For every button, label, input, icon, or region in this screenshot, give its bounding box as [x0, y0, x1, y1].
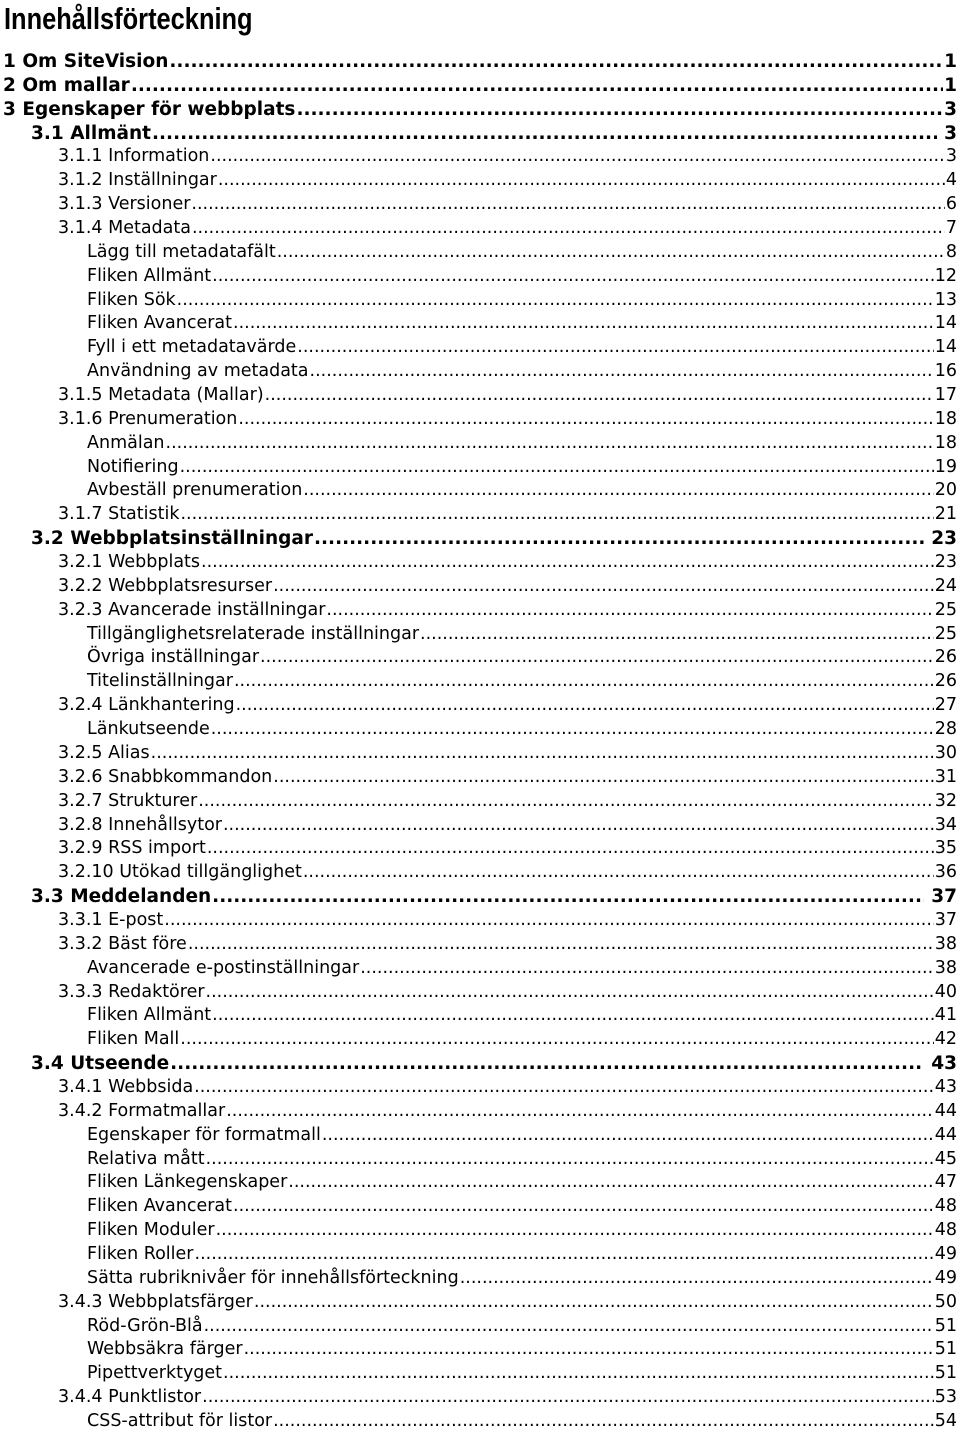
toc-entry[interactable] [0, 1100, 960, 1124]
dot-leader [273, 766, 933, 790]
toc-entry-label: Titelinställningar [87, 671, 233, 692]
toc-entry-page-number: 17 [934, 385, 957, 406]
toc-entry[interactable] [0, 527, 960, 551]
toc-entry-label: 3.1.6 Prenumeration [58, 408, 238, 429]
toc-entry[interactable] [0, 98, 960, 122]
dot-leader [169, 50, 943, 74]
toc-entry-page-number: 25 [934, 623, 957, 644]
toc-entry-page-number: 1 [944, 74, 957, 96]
toc-entry-label: 3.1.4 Metadata [58, 218, 191, 239]
toc-entry[interactable] [0, 50, 960, 74]
toc-entry-label: Webbsäkra färger [87, 1339, 243, 1360]
toc-entry-page-number: 47 [934, 1172, 957, 1193]
toc-entry-label: Fliken Avancerat [87, 1196, 233, 1217]
dot-leader [194, 1076, 934, 1100]
toc-entry[interactable] [0, 289, 960, 313]
toc-entry[interactable] [0, 336, 960, 360]
toc-entry[interactable] [0, 1076, 960, 1100]
toc-entry-page-number: 14 [934, 337, 957, 358]
dot-leader [211, 718, 934, 742]
toc-entry-page-number: 3 [944, 122, 957, 144]
toc-entry-label: Röd-Grön-Blå [87, 1315, 203, 1336]
toc-entry-label: 3.2.2 Webbplatsresurser [58, 575, 273, 596]
dot-leader [314, 527, 924, 551]
toc-entry-page-number: 40 [934, 981, 957, 1002]
dot-leader [297, 336, 933, 360]
dot-leader [233, 1195, 934, 1219]
toc-entry[interactable] [0, 1410, 960, 1434]
toc-entry-page-number: 35 [934, 838, 957, 859]
toc-entry[interactable] [0, 1171, 960, 1195]
toc-entry-label: 3.2.3 Avancerade inställningar [58, 599, 326, 620]
dot-leader [170, 1052, 924, 1076]
toc-entry[interactable] [0, 646, 960, 670]
toc-entry-label: 3.4 Utseende [31, 1053, 170, 1075]
toc-entry-page-number: 37 [931, 886, 957, 908]
toc-entry[interactable] [0, 169, 960, 193]
toc-entry[interactable] [0, 837, 960, 861]
toc-entry-label: 3.1.3 Versioner [58, 194, 191, 215]
toc-entry-page-number: 6 [945, 194, 957, 215]
dot-leader [180, 503, 933, 527]
toc-entry-label: 3.2.7 Strukturer [58, 790, 198, 811]
dot-leader [152, 122, 937, 146]
toc-entry-label: 3.3 Meddelanden [31, 886, 212, 908]
toc-entry-page-number: 26 [934, 647, 957, 668]
dot-leader [198, 790, 934, 814]
toc-entry[interactable] [0, 479, 960, 503]
toc-entry-page-number: 41 [934, 1005, 957, 1026]
toc-entry-page-number: 51 [934, 1339, 957, 1360]
toc-entry-page-number: 16 [934, 361, 957, 382]
toc-entry[interactable] [0, 360, 960, 384]
toc-entry-page-number: 43 [931, 1053, 957, 1075]
toc-entry-page-number: 37 [934, 909, 957, 930]
dot-leader [212, 265, 934, 289]
toc-entry-label: 3.2 Webbplatsinställningar [31, 528, 313, 550]
toc-entry[interactable] [0, 312, 960, 336]
dot-leader [188, 933, 934, 957]
dot-leader [273, 575, 934, 599]
toc-entry-label: Fliken Moduler [87, 1220, 215, 1241]
toc-entry-label: Avancerade e-postinställningar [87, 957, 360, 978]
toc-entry-label: 3.2.6 Snabbkommandon [58, 766, 273, 787]
toc-entry[interactable] [0, 670, 960, 694]
toc-entry[interactable] [0, 1004, 960, 1028]
toc-entry-page-number: 25 [934, 599, 957, 620]
toc-entry-label: Tillgänglighetsrelaterade inställningar [87, 623, 420, 644]
toc-entry-page-number: 23 [931, 528, 957, 550]
toc-entry[interactable] [0, 1148, 960, 1172]
toc-entry-page-number: 1 [944, 51, 957, 72]
dot-leader [180, 1028, 933, 1052]
toc-entry-page-number: 51 [934, 1315, 957, 1336]
toc-entry-page-number: 21 [934, 504, 957, 525]
toc-entry[interactable] [0, 1338, 960, 1362]
toc-entry-label: 3.2.9 RSS import [58, 838, 206, 859]
toc-entry-label: Övriga inställningar [87, 647, 260, 668]
toc-entry-page-number: 26 [934, 671, 957, 692]
toc-entry-label: CSS-attribut för listor [87, 1410, 273, 1431]
toc-entry-page-number: 44 [934, 1124, 957, 1145]
toc-entry-label: 3.4.3 Webbplatsfärger [58, 1291, 253, 1312]
toc-entry[interactable] [0, 1291, 960, 1315]
toc-entry-label: 3 Egenskaper för webbplats [3, 98, 296, 120]
toc-entry[interactable] [0, 432, 960, 456]
toc-entry-page-number: 13 [934, 289, 957, 310]
toc-entry[interactable] [0, 145, 960, 169]
dot-leader [273, 1410, 934, 1434]
toc-entry-page-number: 38 [934, 933, 957, 954]
dot-leader [206, 981, 934, 1005]
toc-entry[interactable] [0, 1219, 960, 1243]
toc-entry-label: 3.1.7 Statistik [58, 504, 180, 525]
dot-leader [212, 1004, 934, 1028]
toc-entry[interactable] [0, 718, 960, 742]
dot-leader [166, 432, 934, 456]
toc-entry[interactable] [0, 1267, 960, 1291]
toc-entry[interactable] [0, 1243, 960, 1267]
toc-entry-page-number: 24 [934, 575, 957, 596]
dot-leader [218, 169, 945, 193]
dot-leader [195, 1243, 934, 1267]
toc-entry-label: Fliken Allmänt [87, 265, 212, 286]
toc-entry-page-number: 42 [934, 1029, 957, 1050]
dot-leader [303, 479, 933, 503]
toc-entry-page-number: 3 [944, 98, 957, 120]
toc-entry-label: 3.2.8 Innehållsytor [58, 814, 222, 835]
toc-entry[interactable] [0, 790, 960, 814]
dot-leader [288, 1171, 933, 1195]
dot-leader [460, 1267, 934, 1291]
toc-entry[interactable] [0, 742, 960, 766]
toc-entry[interactable] [0, 1315, 960, 1339]
toc-entry-label: Fliken Sök [87, 289, 176, 310]
toc-entry-page-number: 3 [945, 146, 957, 167]
toc-entry[interactable] [0, 74, 960, 98]
toc-entry-page-number: 49 [934, 1267, 957, 1288]
toc-entry-page-number: 48 [934, 1196, 957, 1217]
dot-leader [191, 193, 944, 217]
toc-entry[interactable] [0, 623, 960, 647]
toc-entry[interactable] [0, 1028, 960, 1052]
toc-entry-label: 3.4.4 Punktlistor [58, 1387, 202, 1408]
dot-leader [201, 551, 934, 575]
toc-entry[interactable] [0, 909, 960, 933]
toc-entry-page-number: 36 [934, 862, 957, 883]
toc-entry-page-number: 50 [934, 1291, 957, 1312]
toc-entry-label: 3.3.3 Redaktörer [58, 981, 205, 1002]
toc-entry[interactable] [0, 265, 960, 289]
toc-entry-page-number: 48 [934, 1220, 957, 1241]
toc-entry[interactable] [0, 814, 960, 838]
toc-entry-label: 3.1 Allmänt [31, 122, 151, 144]
dot-leader [265, 384, 934, 408]
toc-entry-label: Lägg till metadatafält [87, 241, 276, 262]
dot-leader [322, 1124, 934, 1148]
toc-entry-page-number: 14 [934, 313, 957, 334]
dot-leader [233, 312, 934, 336]
dot-leader [254, 1291, 934, 1315]
toc-entry-page-number: 27 [934, 695, 957, 716]
toc-entry-page-number: 18 [934, 432, 957, 453]
toc-entry-page-number: 53 [934, 1387, 957, 1408]
dot-leader [277, 241, 945, 265]
dot-leader [236, 694, 934, 718]
dot-leader [206, 1148, 934, 1172]
dot-leader [244, 1338, 934, 1362]
toc-entry[interactable] [0, 933, 960, 957]
toc-entry[interactable] [0, 599, 960, 623]
toc-entry-label: Användning av metadata [87, 361, 309, 382]
toc-entry-page-number: 30 [934, 742, 957, 763]
toc-entry-label: 3.2.10 Utökad tillgänglighet [58, 862, 302, 883]
dot-leader [207, 837, 934, 861]
toc-entry-page-number: 18 [934, 408, 957, 429]
toc-entry[interactable] [0, 1052, 960, 1076]
toc-entry-page-number: 54 [934, 1410, 957, 1431]
dot-leader [310, 360, 934, 384]
toc-entry-label: 3.1.5 Metadata (Mallar) [58, 385, 264, 406]
toc-entry-label: Sätta rubriknivåer för innehållsförteckning [87, 1267, 459, 1288]
toc-entry-label: 3.1.1 Information [58, 146, 210, 167]
dot-leader [223, 814, 934, 838]
toc-entry-label: 3.2.4 Länkhantering [58, 695, 235, 716]
toc-entry-label: Egenskaper för formatmall [87, 1124, 321, 1145]
toc-entry-label: 2 Om mallar [3, 74, 130, 96]
toc-entry-page-number: 12 [934, 265, 957, 286]
toc-entry-page-number: 51 [934, 1363, 957, 1384]
toc-entry-page-number: 45 [934, 1148, 957, 1169]
toc-entry-label: Fliken Roller [87, 1243, 194, 1264]
toc-entry-label: 3.1.2 Inställningar [58, 170, 217, 191]
toc-entry-label: 3.2.5 Alias [58, 742, 150, 763]
toc-entry[interactable] [0, 122, 960, 146]
toc-entry-page-number: 28 [934, 719, 957, 740]
dot-leader [151, 742, 934, 766]
toc-entry-label: 3.2.1 Webbplats [58, 552, 201, 573]
toc-entry-page-number: 8 [945, 241, 957, 262]
toc-entry[interactable] [0, 1362, 960, 1386]
toc-entry[interactable] [0, 1386, 960, 1410]
toc-entry-page-number: 34 [934, 814, 957, 835]
dot-leader [296, 98, 943, 122]
dot-leader [164, 909, 933, 933]
toc-entry-label: Relativa mått [87, 1148, 205, 1169]
toc-entry[interactable] [0, 885, 960, 909]
dot-leader [223, 1362, 934, 1386]
toc-entry-label: Notifiering [87, 456, 179, 477]
toc-entry[interactable] [0, 456, 960, 480]
toc-entry-page-number: 31 [934, 766, 957, 787]
toc-entry-page-number: 49 [934, 1243, 957, 1264]
toc-entry-label: 3.3.2 Bäst före [58, 933, 187, 954]
dot-leader [131, 74, 943, 98]
dot-leader [260, 646, 934, 670]
toc-entry-page-number: 19 [934, 456, 957, 477]
toc-entry[interactable] [0, 217, 960, 241]
toc-entry-label: Fliken Avancerat [87, 313, 233, 334]
toc-entry[interactable] [0, 766, 960, 790]
dot-leader [234, 670, 934, 694]
toc-entry-page-number: 20 [934, 480, 957, 501]
toc-entry-label: Anmälan [87, 432, 165, 453]
dot-leader [202, 1386, 934, 1410]
table-of-contents [0, 50, 960, 1434]
dot-leader [303, 861, 934, 885]
toc-entry-label: 3.3.1 E-post [58, 909, 164, 930]
toc-entry[interactable] [0, 861, 960, 885]
toc-entry[interactable] [0, 1195, 960, 1219]
toc-entry-label: Fliken Allmänt [87, 1005, 212, 1026]
toc-entry-page-number: 38 [934, 957, 957, 978]
dot-leader [192, 217, 945, 241]
toc-entry[interactable] [0, 957, 960, 981]
toc-entry-label: Fliken Länkegenskaper [87, 1172, 288, 1193]
toc-entry[interactable] [0, 384, 960, 408]
toc-entry[interactable] [0, 551, 960, 575]
toc-entry-page-number: 43 [934, 1076, 957, 1097]
toc-entry-page-number: 7 [945, 218, 957, 239]
toc-entry[interactable] [0, 241, 960, 265]
toc-entry[interactable] [0, 694, 960, 718]
dot-leader [210, 145, 944, 169]
toc-entry-page-number: 44 [934, 1100, 957, 1121]
toc-entry[interactable] [0, 1124, 960, 1148]
toc-entry-label: Länkutseende [87, 719, 210, 740]
toc-entry-label: Fyll i ett metadatavärde [87, 337, 297, 358]
dot-leader [226, 1100, 934, 1124]
dot-leader [420, 623, 934, 647]
toc-entry-label: Fliken Mall [87, 1029, 180, 1050]
toc-entry-page-number: 23 [934, 552, 957, 573]
toc-entry[interactable] [0, 503, 960, 527]
toc-entry[interactable] [0, 408, 960, 432]
toc-title: Innehållsförteckning [4, 1, 253, 36]
toc-entry-label: Avbeställ prenumeration [87, 480, 303, 501]
dot-leader [177, 289, 934, 313]
toc-entry[interactable] [0, 981, 960, 1005]
dot-leader [326, 599, 933, 623]
toc-entry-label: 3.4.2 Formatmallar [58, 1100, 226, 1121]
dot-leader [216, 1219, 934, 1243]
toc-entry-label: 3.4.1 Webbsida [58, 1076, 194, 1097]
toc-entry-page-number: 32 [934, 790, 957, 811]
toc-entry-page-number: 4 [945, 170, 957, 191]
dot-leader [180, 456, 934, 480]
toc-entry[interactable] [0, 193, 960, 217]
dot-leader [238, 408, 933, 432]
dot-leader [204, 1315, 934, 1339]
toc-entry-label: 1 Om SiteVision [3, 51, 169, 72]
dot-leader [360, 957, 934, 981]
toc-entry-label: Pipettverktyget [87, 1363, 223, 1384]
toc-entry[interactable] [0, 575, 960, 599]
dot-leader [212, 885, 924, 909]
